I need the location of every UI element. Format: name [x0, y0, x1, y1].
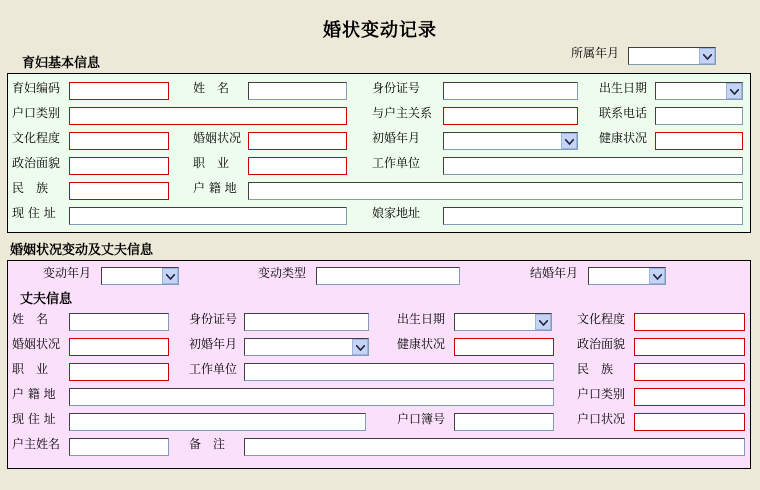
- chevron-down-icon[interactable]: [162, 268, 178, 284]
- label-education: 文化程度: [12, 131, 61, 145]
- chevron-down-icon[interactable]: [352, 339, 368, 355]
- ethnic-field[interactable]: [69, 182, 169, 200]
- label-marry-month: 结婚年月: [530, 266, 579, 280]
- label-hukou-type: 户口类别: [12, 106, 61, 120]
- period-select[interactable]: [628, 47, 716, 65]
- label-birth: 出生日期: [599, 81, 648, 95]
- chevron-down-icon[interactable]: [561, 133, 577, 149]
- h-first-marriage-select[interactable]: [244, 338, 369, 356]
- change-type-field[interactable]: [316, 267, 460, 285]
- label-change-month: 变动年月: [43, 266, 92, 280]
- label-h-education: 文化程度: [577, 312, 626, 326]
- label-h-ethnic: 民 族: [577, 362, 614, 376]
- h-hukou-status-field[interactable]: [634, 413, 745, 431]
- education-field[interactable]: [69, 132, 169, 150]
- relation-field[interactable]: [443, 107, 578, 125]
- label-h-first-marriage: 初婚年月: [189, 337, 238, 351]
- h-workplace-field[interactable]: [244, 363, 554, 381]
- id-field[interactable]: [443, 82, 578, 100]
- label-marital: 婚姻状况: [193, 131, 242, 145]
- label-h-job: 职 业: [12, 362, 49, 376]
- political-field[interactable]: [69, 157, 169, 175]
- marry-month-select[interactable]: [588, 267, 666, 285]
- h-householder-field[interactable]: [69, 438, 169, 456]
- h-name-field[interactable]: [69, 313, 169, 331]
- h-hukou-place-field[interactable]: [69, 388, 554, 406]
- label-code: 育妇编码: [12, 81, 61, 95]
- first-marriage-select[interactable]: [443, 132, 578, 150]
- label-h-hukou-type: 户口类别: [577, 387, 626, 401]
- code-field[interactable]: [69, 82, 169, 100]
- h-hukou-type-field[interactable]: [634, 388, 745, 406]
- label-h-name: 姓 名: [12, 312, 49, 326]
- workplace-field[interactable]: [443, 157, 743, 175]
- label-change-type: 变动类型: [258, 266, 307, 280]
- address-field[interactable]: [69, 207, 347, 225]
- phone-field[interactable]: [655, 107, 743, 125]
- name-field[interactable]: [248, 82, 347, 100]
- h-job-field[interactable]: [69, 363, 169, 381]
- label-first-marriage: 初婚年月: [372, 131, 421, 145]
- hukou-type-field[interactable]: [69, 107, 347, 125]
- section-basic-title: 育妇基本信息: [22, 56, 101, 71]
- label-health: 健康状况: [599, 131, 648, 145]
- label-political: 政治面貌: [12, 156, 61, 170]
- h-birth-select[interactable]: [454, 313, 552, 331]
- parent-addr-field[interactable]: [443, 207, 743, 225]
- label-relation: 与户主关系: [372, 106, 433, 120]
- label-id: 身份证号: [372, 81, 421, 95]
- marital-field[interactable]: [248, 132, 347, 150]
- h-marital-field[interactable]: [69, 338, 169, 356]
- h-hukou-book-field[interactable]: [454, 413, 554, 431]
- label-ethnic: 民 族: [12, 181, 49, 195]
- hukou-place-field[interactable]: [248, 182, 743, 200]
- label-hukou-place: 户 籍 地: [193, 181, 237, 195]
- birth-select[interactable]: [655, 82, 743, 100]
- h-health-field[interactable]: [454, 338, 554, 356]
- label-h-id: 身份证号: [189, 312, 238, 326]
- label-parent-addr: 娘家地址: [372, 206, 421, 220]
- chevron-down-icon[interactable]: [699, 48, 715, 64]
- chevron-down-icon[interactable]: [726, 83, 742, 99]
- husband-info-title: 丈夫信息: [20, 292, 73, 307]
- label-h-hukou-status: 户口状况: [577, 412, 626, 426]
- label-workplace: 工作单位: [372, 156, 421, 170]
- label-h-birth: 出生日期: [397, 312, 446, 326]
- label-h-workplace: 工作单位: [189, 362, 238, 376]
- chevron-down-icon[interactable]: [649, 268, 665, 284]
- label-h-remark: 备 注: [189, 437, 226, 451]
- h-remark-field[interactable]: [244, 438, 745, 456]
- label-h-health: 健康状况: [397, 337, 446, 351]
- label-h-political: 政治面貌: [577, 337, 626, 351]
- h-political-field[interactable]: [634, 338, 745, 356]
- label-address: 现 住 址: [12, 206, 56, 220]
- label-job: 职 业: [193, 156, 230, 170]
- label-phone: 联系电话: [599, 106, 648, 120]
- h-id-field[interactable]: [244, 313, 369, 331]
- label-h-address: 现 住 址: [12, 412, 56, 426]
- label-h-hukou-book: 户口簿号: [397, 412, 446, 426]
- h-education-field[interactable]: [634, 313, 745, 331]
- change-month-select[interactable]: [101, 267, 179, 285]
- label-name: 姓 名: [193, 81, 230, 95]
- h-ethnic-field[interactable]: [634, 363, 745, 381]
- label-h-marital: 婚姻状况: [12, 337, 61, 351]
- health-field[interactable]: [655, 132, 743, 150]
- label-h-householder: 户主姓名: [12, 437, 61, 451]
- section-marital-title: 婚姻状况变动及丈夫信息: [10, 243, 154, 258]
- h-address-field[interactable]: [69, 413, 366, 431]
- chevron-down-icon[interactable]: [535, 314, 551, 330]
- period-label: 所属年月: [571, 46, 620, 60]
- page-title: 婚状变动记录: [323, 20, 437, 41]
- job-field[interactable]: [248, 157, 347, 175]
- label-h-hukou-place: 户 籍 地: [12, 387, 56, 401]
